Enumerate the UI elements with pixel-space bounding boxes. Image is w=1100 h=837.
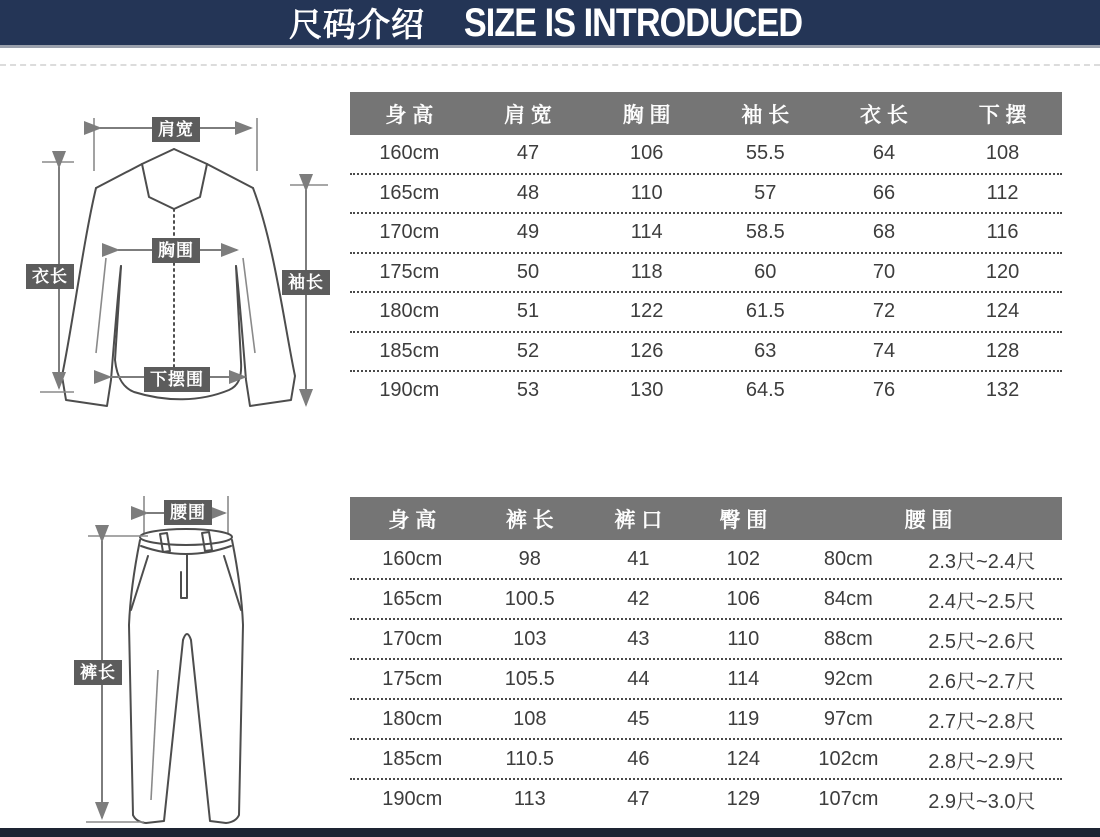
col-chest: 胸 围	[622, 103, 671, 127]
shirt-length-label: 衣长	[26, 264, 74, 289]
cell-hip: 124	[726, 747, 761, 770]
cell-pant-length: 113	[513, 787, 546, 810]
tops-size-table	[350, 92, 1062, 410]
cell-chest: 126	[629, 339, 664, 362]
cell-length: 74	[872, 339, 896, 362]
cell-leg-opening: 44	[627, 667, 650, 690]
cell-shoulder: 53	[516, 379, 540, 402]
table-row	[350, 738, 1062, 778]
cell-waist-cm: 80cm	[823, 547, 873, 570]
cell-waist-cm: 92cm	[823, 667, 873, 690]
cell-height: 160cm	[379, 142, 440, 165]
cell-pant-length: 108	[513, 707, 547, 730]
cell-waist-cm: 107cm	[818, 787, 879, 810]
dashed-divider	[0, 64, 1100, 66]
cell-leg-opening: 42	[627, 587, 650, 610]
cell-chest: 106	[629, 142, 664, 165]
pants-waist-label: 腰围	[164, 500, 212, 525]
col-pant-length: 裤 长	[505, 508, 554, 532]
cell-leg-opening: 46	[627, 747, 650, 770]
table-row	[350, 540, 1062, 578]
cell-waist-chi: 2.6尺~2.7尺	[928, 670, 1036, 693]
col-leg-opening: 裤 口	[614, 508, 663, 532]
cell-waist-chi: 2.9尺~3.0尺	[928, 790, 1036, 813]
table-row	[350, 618, 1062, 658]
cell-sleeve: 57	[754, 181, 777, 204]
page-title-english: SIZE IS INTRODUCED	[463, 0, 803, 45]
title-banner	[0, 0, 1100, 48]
cell-sleeve: 60	[754, 260, 777, 283]
cell-sleeve: 63	[754, 339, 777, 362]
cell-waist-chi: 2.4尺~2.5尺	[928, 590, 1036, 613]
cell-shoulder: 47	[516, 142, 540, 165]
tops-table-header	[350, 92, 1062, 135]
cell-sleeve: 55.5	[745, 142, 785, 165]
shirt-shoulder-label: 肩宽	[152, 117, 200, 142]
shirt-sleeve-label: 袖长	[282, 270, 330, 295]
cell-height: 175cm	[379, 260, 440, 283]
col-sleeve: 袖 长	[741, 103, 790, 127]
table-row	[350, 135, 1062, 173]
cell-height: 180cm	[382, 707, 443, 730]
cell-leg-opening: 47	[627, 787, 650, 810]
pants-diagram	[60, 470, 360, 826]
cell-waist-cm: 84cm	[823, 587, 873, 610]
col-waist: 腰 围	[904, 508, 953, 532]
cell-length: 70	[872, 260, 896, 283]
shirt-chest-label: 胸围	[152, 238, 200, 263]
table-row	[350, 370, 1062, 410]
col-height: 身 高	[388, 508, 437, 532]
table-row	[350, 698, 1062, 738]
cell-sleeve: 64.5	[745, 379, 785, 402]
cell-hem: 112	[986, 181, 1019, 204]
table-row	[350, 778, 1062, 818]
cell-length: 76	[872, 379, 896, 402]
cell-height: 170cm	[379, 221, 440, 244]
cell-shoulder: 52	[516, 339, 540, 362]
pants-table-body	[350, 540, 1062, 818]
cell-length: 64	[872, 142, 896, 165]
shirt-diagram	[10, 78, 350, 438]
cell-hip: 119	[727, 707, 760, 730]
cell-chest: 130	[629, 379, 664, 402]
pants-size-table	[350, 497, 1062, 818]
cell-length: 68	[872, 221, 896, 244]
cell-shoulder: 48	[516, 181, 540, 204]
cell-hip: 106	[726, 587, 761, 610]
cell-pant-length: 100.5	[504, 587, 555, 610]
cell-height: 190cm	[382, 787, 443, 810]
tops-table-body	[350, 135, 1062, 410]
cell-hip: 110	[727, 627, 760, 650]
cell-height: 170cm	[382, 627, 443, 650]
cell-chest: 110	[630, 181, 663, 204]
cell-hem: 132	[985, 379, 1020, 402]
cell-waist-chi: 2.5尺~2.6尺	[928, 630, 1036, 653]
bottom-bar	[0, 828, 1100, 837]
table-row	[350, 212, 1062, 252]
cell-waist-chi: 2.7尺~2.8尺	[928, 710, 1036, 733]
cell-hip: 129	[726, 787, 761, 810]
cell-pant-length: 103	[513, 627, 547, 650]
cell-leg-opening: 45	[627, 707, 650, 730]
cell-height: 175cm	[382, 667, 443, 690]
cell-height: 190cm	[379, 379, 440, 402]
cell-height: 160cm	[382, 547, 443, 570]
cell-hem: 120	[985, 260, 1020, 283]
col-height: 身 高	[385, 103, 434, 127]
col-hem: 下 摆	[978, 103, 1027, 127]
cell-chest: 118	[630, 260, 663, 283]
cell-hem: 116	[986, 221, 1019, 244]
cell-hem: 128	[985, 339, 1020, 362]
cell-hip: 102	[726, 547, 761, 570]
cell-hem: 108	[985, 142, 1020, 165]
cell-height: 185cm	[382, 747, 443, 770]
cell-waist-cm: 97cm	[823, 707, 873, 730]
cell-shoulder: 50	[516, 260, 540, 283]
cell-height: 165cm	[382, 587, 443, 610]
cell-chest: 122	[629, 300, 664, 323]
pants-table-header	[350, 497, 1062, 540]
table-row	[350, 291, 1062, 331]
cell-leg-opening: 41	[627, 547, 650, 570]
cell-waist-chi: 2.3尺~2.4尺	[928, 550, 1036, 573]
cell-chest: 114	[630, 221, 663, 244]
table-row	[350, 173, 1062, 213]
col-hip: 臀 围	[719, 508, 768, 532]
cell-shoulder: 49	[516, 221, 540, 244]
cell-pant-length: 98	[518, 547, 541, 570]
cell-length: 72	[872, 300, 896, 323]
pants-length-label: 裤长	[74, 660, 122, 685]
cell-pant-length: 105.5	[504, 667, 555, 690]
page-title-chinese: 尺码介绍	[288, 6, 425, 43]
col-length: 衣 长	[860, 103, 908, 127]
cell-waist-chi: 2.8尺~2.9尺	[928, 750, 1036, 773]
cell-pant-length: 110.5	[505, 747, 555, 770]
table-row	[350, 658, 1062, 698]
table-row	[350, 252, 1062, 292]
col-shoulder: 肩 宽	[504, 103, 552, 127]
table-row	[350, 331, 1062, 371]
cell-hip: 114	[727, 667, 760, 690]
shirt-hem-label: 下摆围	[144, 367, 210, 392]
cell-sleeve: 61.5	[745, 300, 785, 323]
cell-height: 165cm	[379, 181, 440, 204]
cell-leg-opening: 43	[627, 627, 650, 650]
cell-length: 66	[872, 181, 896, 204]
cell-shoulder: 51	[516, 300, 540, 323]
cell-height: 185cm	[379, 339, 440, 362]
cell-hem: 124	[985, 300, 1020, 323]
table-row	[350, 578, 1062, 618]
cell-waist-cm: 102cm	[818, 747, 879, 770]
cell-sleeve: 58.5	[745, 221, 785, 244]
cell-waist-cm: 88cm	[823, 627, 873, 650]
cell-height: 180cm	[379, 300, 440, 323]
